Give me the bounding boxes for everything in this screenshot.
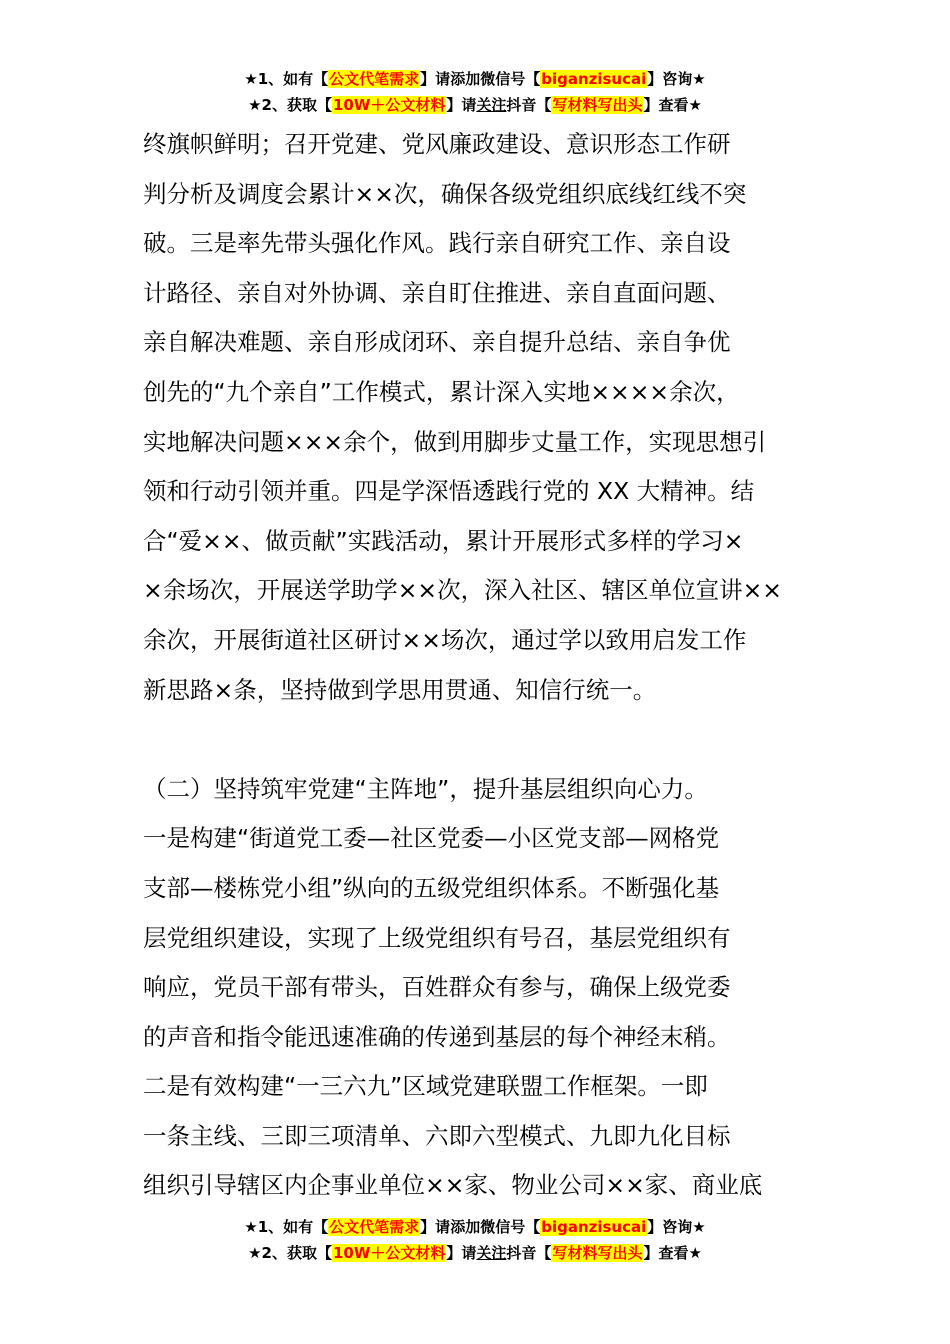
banner-text: 】咨询★: [647, 1218, 706, 1236]
banner-text: 微信号【: [480, 70, 541, 88]
banner-emphasis: 关注: [476, 96, 507, 114]
banner-text: ★2、获取【: [248, 96, 332, 114]
section-heading-line: （二）坚持筑牢党建“主阵地”，提升基层组织向心力。: [143, 774, 708, 803]
paragraph-gap: [143, 715, 813, 765]
footer-banner-line-1: [0, 1214, 950, 1240]
banner-text: ★1、如有【: [244, 1218, 329, 1236]
body-line: 终旗帜鲜明；召开党建、党风廉政建设、意识形态工作研: [143, 130, 731, 158]
body-line: 二是有效构建“一三六九”区域党建联盟工作框架。一即: [143, 1072, 708, 1101]
body-line: 合“爱××、做贡献”实践活动，累计开展形式多样的学习×: [143, 526, 744, 555]
body-line: 一条主线、三即三项清单、六即六型模式、九即九化目标: [143, 1121, 731, 1150]
body-line: 余次，开展街道社区研讨××场次，通过学以致用启发工作: [143, 625, 747, 654]
banner-text: 抖音【: [506, 1244, 552, 1262]
banner-highlight: biganzisucai: [541, 1218, 647, 1236]
body-line: 创先的“九个亲自”工作模式，累计深入实地××××余次，: [143, 377, 740, 406]
banner-text: 】咨询★: [647, 70, 706, 88]
body-line: 计路径、亲自对外协调、亲自盯住推进、亲自直面问题、: [143, 278, 731, 307]
banner-text: 】请: [420, 70, 451, 88]
banner-text: 微信号【: [480, 1218, 541, 1236]
banner-highlight: 写材料写出头: [552, 1244, 643, 1262]
body-line: 组织引导辖区内企事业单位××家、物业公司××家、商业底: [143, 1171, 763, 1200]
banner-emphasis: 添加: [450, 70, 481, 88]
banner-highlight: 公文代笔需求: [329, 70, 420, 88]
banner-text: ★2、获取【: [248, 1244, 332, 1262]
banner-text: 】请: [446, 1244, 477, 1262]
footer-banner: [0, 1214, 950, 1266]
banner-highlight: 公文代笔需求: [329, 1218, 420, 1236]
body-line: ×余场次，开展送学助学××次，深入社区、辖区单位宣讲××: [143, 576, 782, 605]
banner-highlight: 写材料写出头: [552, 96, 643, 114]
document-body: [143, 120, 813, 1211]
banner-highlight: 10W＋公文材料: [332, 96, 446, 114]
banner-text: ★1、如有【: [244, 70, 329, 88]
banner-text: 】查看★: [643, 1244, 702, 1262]
banner-highlight: biganzisucai: [541, 70, 647, 88]
body-line: 亲自解决难题、亲自形成闭环、亲自提升总结、亲自争优: [143, 328, 731, 357]
body-line: 支部—楼栋党小组”纵向的五级党组织体系。不断强化基: [143, 873, 720, 902]
body-line: 的声音和指令能迅速准确的传递到基层的每个神经末稍。: [143, 1022, 731, 1051]
body-line: 判分析及调度会累计××次，确保各级党组织底线红线不突: [143, 179, 747, 208]
footer-banner-line-2: [0, 1240, 950, 1266]
body-line: 实地解决问题×××余个，做到用脚步丈量工作，实现思想引: [143, 427, 767, 456]
body-line: 响应，党员干部有带头，百姓群众有参与，确保上级党委: [143, 973, 731, 1002]
banner-text: 抖音【: [506, 96, 552, 114]
banner-text: 】请: [446, 96, 477, 114]
body-line: 领和行动引领并重。四是学深悟透践行党的 XX 大精神。结: [143, 477, 755, 506]
banner-text: 】请: [420, 1218, 451, 1236]
banner-emphasis: 添加: [450, 1218, 481, 1236]
banner-emphasis: 关注: [476, 1244, 507, 1262]
header-banner-line-1: [0, 66, 950, 92]
banner-text: 】查看★: [643, 96, 702, 114]
header-banner-line-2: [0, 92, 950, 118]
body-line: 新思路×条，坚持做到学思用贯通、知信行统一。: [143, 675, 657, 704]
body-line: 一是构建“街道党工委—社区党委—小区党支部—网格党: [143, 824, 720, 853]
header-banner: [0, 66, 950, 118]
body-line: 破。三是率先带头强化作风。践行亲自研究工作、亲自设: [143, 229, 731, 258]
body-line: 层党组织建设，实现了上级党组织有号召，基层党组织有: [143, 923, 731, 952]
banner-highlight: 10W＋公文材料: [332, 1244, 446, 1262]
